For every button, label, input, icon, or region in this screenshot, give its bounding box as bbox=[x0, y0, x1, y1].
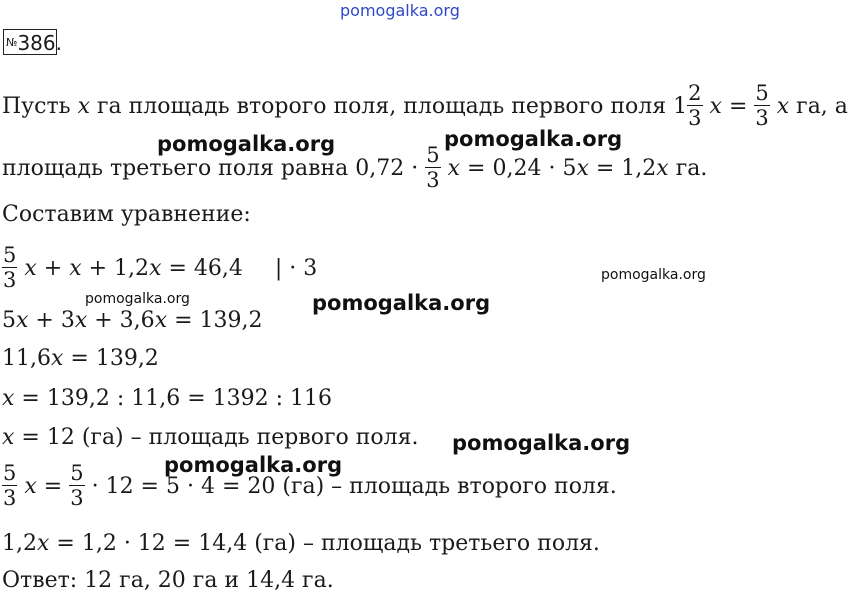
text: = 1,2 · 12 = 14,4 (га) – площадь третьего поля. bbox=[49, 531, 600, 556]
numerator: 2 bbox=[688, 81, 702, 105]
text: Пусть bbox=[2, 94, 78, 119]
variable: x bbox=[709, 94, 722, 119]
problem-number: 386. bbox=[17, 31, 62, 55]
fraction bbox=[2, 463, 17, 509]
solution-line-9 bbox=[2, 461, 617, 510]
text: + bbox=[36, 256, 70, 281]
fraction bbox=[425, 145, 440, 191]
watermark: pomogalka.org bbox=[85, 291, 190, 307]
variable: x bbox=[69, 256, 82, 281]
fraction bbox=[2, 245, 17, 291]
text: = 0,24 · 5 bbox=[460, 156, 577, 181]
text: 11,6 bbox=[2, 346, 51, 371]
denominator: 3 bbox=[755, 106, 769, 130]
watermark: pomogalka.org bbox=[164, 453, 343, 477]
text: = 12 (га) – площадь первого поля. bbox=[14, 425, 419, 450]
text: = bbox=[721, 94, 755, 119]
text: = bbox=[36, 474, 70, 499]
text: + 1,2 bbox=[81, 256, 150, 281]
watermark: pomogalka.org bbox=[312, 291, 491, 315]
watermark: pomogalka.org bbox=[452, 431, 631, 455]
text: площадь третьего поля равна 0,72 · bbox=[2, 156, 426, 181]
solution-line-5 bbox=[2, 310, 263, 332]
number-sign: № bbox=[6, 36, 18, 49]
text: = 46,4 bbox=[161, 256, 243, 281]
watermark: pomogalka.org bbox=[157, 132, 336, 156]
numerator: 5 bbox=[3, 243, 17, 267]
text: = 139,2 bbox=[63, 346, 159, 371]
numerator: 5 bbox=[70, 461, 84, 485]
text: га, а bbox=[789, 94, 848, 119]
variable: x bbox=[16, 308, 29, 333]
variable: x bbox=[656, 156, 669, 181]
text: + 3 bbox=[28, 308, 75, 333]
solution-line-8 bbox=[2, 427, 419, 449]
denominator: 3 bbox=[688, 106, 702, 130]
variable: x bbox=[149, 256, 162, 281]
text: 5 bbox=[2, 308, 16, 333]
numerator: 5 bbox=[755, 81, 769, 105]
text: + 3,6 bbox=[87, 308, 155, 333]
variable: x bbox=[2, 425, 15, 450]
variable: x bbox=[37, 531, 50, 556]
watermark-top[interactable]: pomogalka.org bbox=[340, 1, 460, 20]
text: · 12 = 5 · 4 = 20 (га) – площадь второго поля. bbox=[84, 474, 617, 499]
numerator: 5 bbox=[426, 143, 440, 167]
denominator: 3 bbox=[3, 486, 17, 510]
variable: x bbox=[2, 386, 15, 411]
variable: x bbox=[77, 94, 91, 119]
solution-line-1 bbox=[2, 81, 848, 130]
text: 1,2 bbox=[2, 531, 37, 556]
variable: x bbox=[447, 156, 461, 181]
solution-line-10 bbox=[2, 533, 600, 555]
text: га. bbox=[668, 156, 708, 181]
numerator: 5 bbox=[3, 461, 17, 485]
text: га площадь второго поля, площадь первого поля 1 bbox=[90, 94, 688, 119]
watermark: pomogalka.org bbox=[444, 127, 623, 151]
variable: x bbox=[24, 474, 37, 499]
variable: x bbox=[776, 94, 790, 119]
variable: x bbox=[576, 156, 589, 181]
solution-line-6 bbox=[2, 348, 159, 370]
answer-line: Ответ: 12 га, 20 га и 14,4 га. bbox=[2, 568, 334, 593]
text: = 1,2 bbox=[588, 156, 657, 181]
fraction bbox=[687, 83, 702, 129]
watermark: pomogalka.org bbox=[601, 267, 706, 283]
variable: x bbox=[74, 308, 88, 333]
text: = 139,2 : 11,6 = 1392 : 116 bbox=[14, 386, 333, 411]
text: | · 3 bbox=[274, 256, 318, 281]
solution-line-3: Составим уравнение: bbox=[2, 202, 251, 227]
fraction bbox=[69, 463, 84, 509]
text: = 139,2 bbox=[167, 308, 263, 333]
variable: x bbox=[154, 308, 168, 333]
fraction bbox=[754, 83, 769, 129]
problem-number-badge bbox=[3, 29, 62, 55]
denominator: 3 bbox=[3, 268, 17, 292]
variable: x bbox=[50, 346, 64, 371]
denominator: 3 bbox=[70, 486, 84, 510]
denominator: 3 bbox=[426, 168, 440, 192]
solution-line-7 bbox=[2, 388, 332, 410]
variable: x bbox=[24, 256, 37, 281]
solution-line-4 bbox=[2, 243, 318, 292]
